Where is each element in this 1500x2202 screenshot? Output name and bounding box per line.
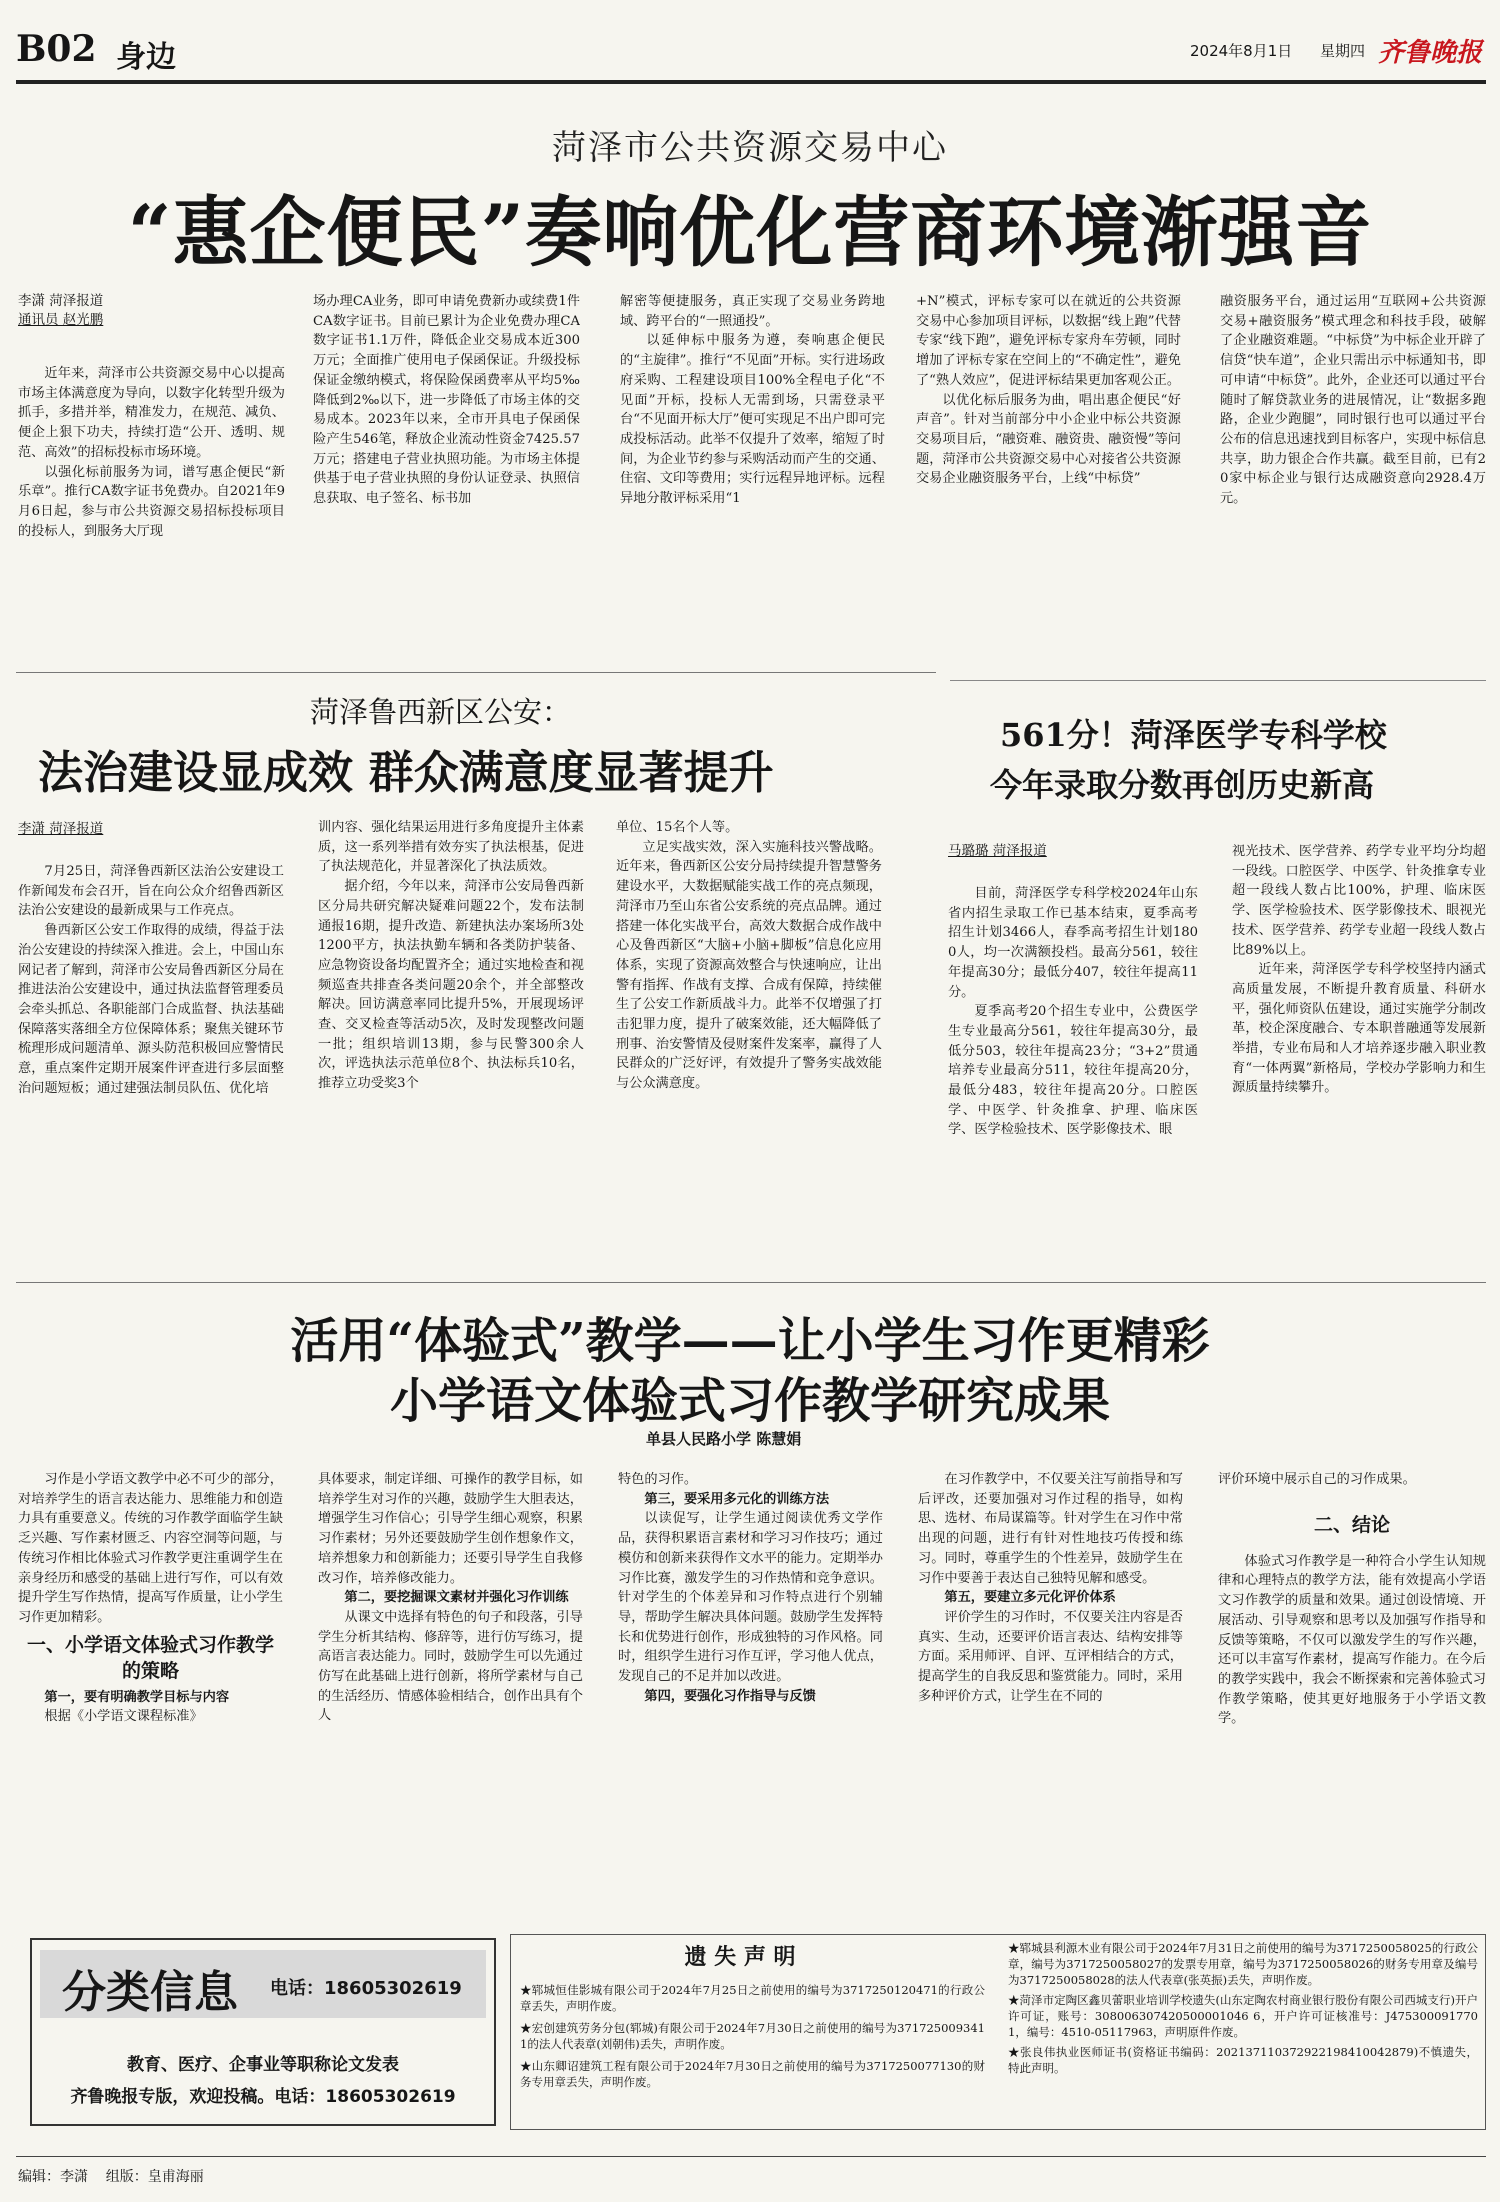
subheading-4: 第四，要强化习作指导与反馈	[644, 1688, 816, 1704]
article1-byline	[18, 292, 288, 330]
article2-col2: 训内容、强化结果运用进行多角度提升主体素质，这一系列举措有效夯实了执法根基，促进了执法规范化，并显著深化了执法质效。 据介绍，今年以来，菏泽市公安局鲁西新区分局共研究解决疑难问题22个，发布法制通报16期，提升改造、新建执法办案场所3处1200平方，执法执勤车辆和各类防护装备、应急物资设备均配置齐全；通过实地检查和视频巡查共排查各类问题20余个，并全部整改解决。回访满意率同比提升5%，开展现场评查、交叉检查等活动5次，及时发现整改问题一批；组织培训13期，参与民警300余人次，评选执法示范单位8个、执法标兵10名，推荐立功受奖3个	[318, 820, 584, 1092]
article1-col1: 近年来，菏泽市公共资源交易中心以提高市场主体满意度为导向，以数字化转型升级为抓手，多措并举，精准发力，在规范、减负、便企上狠下功夫，持续打造“公开、透明、规范、高效”的招标投标市场环境。 以强化标前服务为词，谱写惠企便民“新乐章”。推行CA数字证书免费办。自2021年9月6日起，参与市公共资源交易招标投标项目的投标人，到服务大厅现	[18, 366, 285, 539]
article2-title: 法治建设显成效 群众满意度显著提升	[38, 746, 774, 799]
notice-item: ★宏创建筑劳务分包(郓城)有限公司于2024年7月30日之前使用的编号为3717250093411的法人代表章(刘朝伟)丢失，声明作废。	[520, 2021, 985, 2051]
article2-col3: 单位、15名个人等。 立足实战实效，深入实施科技兴警战略。近年来，鲁西新区公安分局持续提升智慧警务建设水平，大数据赋能实战工作的亮点频现，菏泽市乃至山东省公安系统的亮点品牌。通过搭建一体化实战平台，高效大数据合成作战中心及鲁西新区“大脑+小脑+脚板”信息化应用体系，实现了资源高效整合与快速响应，让出警有指挥、作战有支撑、合成有保障，持续催生了公安工作新质战斗力。此举不仅增强了打击犯罪力度，提升了破案效能，还大幅降低了刑事、治安警情及侵财案件发案率，赢得了人民群众的广泛好评，有效提升了警务实战效能与公众满意度。	[616, 820, 882, 1092]
classified-title: 分类信息	[62, 1967, 238, 2018]
article1-col3: 解密等便捷服务，真正实现了交易业务跨地域、跨平台的“一照通投”。 以延伸标中服务为遵，奏响惠企便民的“主旋律”。推行“不见面”开标。实行进场政府采购、工程建设项目100%全程电子化“不见面”开标，投标人无需到场，只需登录平台“不见面开标大厅”便可实现足不出户即可完成投标活动。此举不仅提升了效率，缩短了时间，为企业节约参与采购活动而产生的交通、住宿、文印等费用；实行远程异地评标。远程异地分散评标采用“1	[620, 294, 885, 507]
article3-col2: 视光技术、医学营养、药学专业平均分均超一段线。口腔医学、中医学、针灸推拿专业超一段线人数占比100%，护理、临床医学、医学检验技术、医学影像技术、眼视光技术、医学营养、药学专业超一段线人数占比89%以上。 近年来，菏泽医学专科学校坚持内涵式高质量发展，不断提升教育质量、科研水平，强化师资队伍建设，通过实施学分制改革，校企深度融合、专本职普融通等发展新举措，专业布局和人才培养逐步融入职业教育“一体两翼”新格局，学校办学影响力和生源质量持续攀升。	[1232, 844, 1486, 1096]
subheading-1: 第一，要有明确教学目标与内容	[44, 1689, 230, 1705]
article4-col4: 在习作教学中，不仅要关注写前指导和写后评改，还要加强对习作过程的指导，如构思、选材、布局谋篇等。针对学生在习作中常出现的问题，进行有针对性地技巧传授和练习。同时，尊重学生的个性差异，鼓励学生在习作中要善于表达自己独特见解和感受。 第五，要建立多元化评价体系 评价学生的习作时，不仅要关注内容是否真实、生动，还要评价语言表达、结构安排等方面。采用师评、自评、互评相结合的方式，提高学生的自我反思和鉴赏能力。同时，采用多种评价方式，让学生在不同的	[918, 1472, 1183, 1704]
article4-title-line2: 小学语文体验式习作教学研究成果	[389, 1373, 1110, 1429]
notice-item: ★菏泽市定陶区鑫贝蕾职业培训学校遗失(山东定陶农村商业银行股份有限公司西城支行)开户许可证，账号：308006307420500001046 6，开户许可证核准号：J4753000917701，编号：4510-05117963，声明原件作废。	[1008, 1993, 1478, 2039]
subheading-3: 第三，要采用多元化的训练方法	[644, 1491, 830, 1507]
article3-col1: 目前，菏泽医学专科学校2024年山东省内招生录取工作已基本结束，夏季高考招生计划3466人，春季高考招生计划1800人，均一次满额投档。最高分561，较往年提高30分；最低分407，较往年提高11分。 夏季高考20个招生专业中，公费医学生专业最高分561，较往年提高30分，最低分503，较往年提高23分；“3+2”贯通培养专业最高分511，较往年提高20分，最低分483，较往年提高20分。口腔医学、中医学、针灸推拿、护理、临床医学、医学检验技术、医学影像技术、眼	[948, 886, 1198, 1138]
article2-col1: 7月25日，菏泽鲁西新区法治公安建设工作新闻发布会召开，旨在向公众介绍鲁西新区法治公安建设的最新成果与工作亮点。 鲁西新区公安工作取得的成绩，得益于法治公安建设的持续深入推进。会上，中国山东网记者了解到，菏泽市公安局鲁西新区分局在推进法治公安建设中，通过执法监督管理委员会牵头抓总、各职能部门合成监督、执法基础保障落实落细全方位保障体系；聚焦关键环节梳理形成问题清单、源头防范积极回应警情民意，重点案件定期开展案件评查进行多层面整治问题短板；通过建强法制员队伍、优化培	[18, 864, 284, 1096]
article3-title-line1: 561分！菏泽医学专科学校	[1000, 716, 1387, 754]
classified-line1: 教育、医疗、企事业等职称论文发表	[127, 2055, 399, 2075]
article3-byline: 马璐璐 菏泽报道	[948, 843, 1047, 859]
heading-conclusion: 二、结论	[1313, 1513, 1390, 1536]
notice-item: ★郓城县利源木业有限公司于2024年7月31日之前使用的编号为3717250058025的行政公章，编号为3717250058027的发票专用章，编号为3717250058026的财务专用章及编号为3717250058028的法人代表章(张英振)丢失，声明作废。	[1008, 1941, 1478, 1987]
lost-notices-title: 遗 失 声 明	[684, 1944, 796, 1970]
classified-phone: 电话：18605302619	[270, 1978, 462, 1999]
newspaper-logo: 齐鲁晚报	[1378, 38, 1483, 68]
notice-item: ★山东卿诏建筑工程有限公司于2024年7月30日之前使用的编号为3717250077130的财务专用章丢失，声明作废。	[520, 2059, 985, 2089]
divider-a1-a2	[16, 672, 936, 673]
article1-col4: +N”模式，评标专家可以在就近的公共资源交易中心参加项目评标，以数据“线上跑”代替专家“线下跑”，避免评标专家舟车劳顿，同时增加了评标专家在空间上的“不确定性”，避免了“熟人效应”，促进评标结果更加客观公正。 以优化标后服务为曲，唱出惠企便民“好声音”。针对当前部分中小企业中标公共资源交易项目后，“融资难、融资贵、融资慢”等问题，菏泽市公共资源交易中心对接省公共资源交易企业融资服务平台，上线“中标贷”	[916, 294, 1181, 487]
article3-title-line2: 今年录取分数再创历史新高	[990, 766, 1375, 804]
notice-item: ★郓城恒佳影城有限公司于2024年7月25日之前使用的编号为3717250120471的行政公章丢失，声明作废。	[520, 1983, 985, 2013]
header-rule	[16, 80, 1486, 84]
divider-a1-a3	[950, 680, 1486, 681]
article4-author: 单县人民路小学 陈慧娟	[646, 1430, 802, 1448]
article4-col3: 特色的习作。 第三，要采用多元化的训练方法 以读促写，让学生通过阅读优秀文学作品，获得积累语言素材和学习习作技巧；通过模仿和创新来获得作文水平的能力。定期举办习作比赛，激发学生的习作热情和竞争意识。针对学生的个体差异和习作特点进行个别辅导，帮助学生解决具体问题。鼓励学生发挥特长和优势进行创作，形成独特的习作风格。同时，组织学生进行习作互评，学习他人优点，发现自己的不足并加以改进。 第四，要强化习作指导与反馈	[618, 1470, 883, 1890]
byline-correspondent: 通讯员 赵光鹏	[18, 312, 104, 328]
footer-rule	[16, 2156, 1486, 2157]
notice-item: ★张良伟执业医师证书(资格证书编码：202137110372922198410042879)不慎遗失，特此声明。	[1008, 2045, 1478, 2075]
article1-col5: 融资服务平台，通过运用“互联网+公共资源交易+融资服务”模式理念和科技手段，破解了企业融资难题。“中标贷”为中标企业开辟了信贷“快车道”，企业只需出示中标通知书，即可申请“中标贷”。此外，企业还可以通过平台随时了解贷款业务的进展情况，让“数据多跑路，企业少跑腿”，同时银行也可以通过平台公布的信息迅速找到目标客户，实现中标信息共享，助力银企合作共赢。截至目前，已有20家中标企业与银行达成融资意向2928.4万元。	[1220, 294, 1486, 507]
byline-reporter: 李潇 菏泽报道	[18, 293, 104, 309]
issue-date: 2024年8月1日	[1190, 42, 1293, 60]
lost-notices-left	[520, 1982, 985, 2126]
subheading-2: 第二，要挖掘课文素材并强化习作训练	[344, 1590, 569, 1606]
footer-credits: 编辑：李潇 组版：皇甫海丽	[18, 2169, 204, 2185]
article2-kicker: 菏泽鲁西新区公安：	[310, 695, 572, 729]
heading-strategies: 一、小学语文体验式习作教学的策略	[26, 1633, 274, 1682]
article2-byline: 李潇 菏泽报道	[18, 821, 104, 837]
divider-a2-a4	[16, 1282, 1486, 1283]
classified-line2: 齐鲁晚报专版，欢迎投稿。电话：18605302619	[70, 2087, 456, 2107]
article1-col2: 场办理CA业务，即可申请免费新办或续费1件CA数字证书。目前已累计为企业免费办理CA数字证书1.1万件，降低企业交易成本近300万元；全面推广使用电子保函保证。升级投标保证金缴纳模式，将保险保函费率从平均5‰降低到2‰以下，进一步降低了市场主体的交易成本。2023年以来，全市开具电子保函保险产生546笔，释放企业流动性资金7425.57万元；搭建电子营业执照功能。为市场主体提供基于电子营业执照的身份认证登录、执照信息获取、电子签名、标书加	[313, 294, 580, 507]
article4-col2: 具体要求，制定详细、可操作的教学目标，如培养学生对习作的兴趣，鼓励学生大胆表达，增强学生习作信心；引导学生细心观察，积累习作素材；另外还要鼓励学生创作想象作文，培养想象力和创新能力；还要引导学生自我修改习作，培养修改能力。 第二，要挖掘课文素材并强化习作训练 从课文中选择有特色的句子和段落，引导学生分析其结构、修辞等，进行仿写练习，提高语言表达能力。同时，鼓励学生可以先通过仿写在此基础上进行创新，将所学素材与自己的生活经历、情感体验相结合，创作出具有个人	[318, 1472, 583, 1724]
page-number: B02	[16, 28, 97, 70]
subheading-5: 第五，要建立多元化评价体系	[944, 1590, 1116, 1606]
article4-title-line1: 活用“体验式”教学——让小学生习作更精彩	[290, 1313, 1210, 1369]
issue-weekday: 星期四	[1320, 42, 1366, 60]
lost-notices-right	[1008, 1940, 1478, 2126]
article1-title: “惠企便民”奏响优化营商环境渐强音	[127, 188, 1373, 277]
article4-col5: 评价环境中展示自己的习作成果。 二、结论 体验式习作教学是一种符合小学生认知规律和心理特点的教学方法，能有效提高小学语文习作教学的质量和效果。通过创设情境、开展活动、引导观察和思考以及加强写作指导和反馈等策略，不仅可以激发学生的写作兴趣，还可以丰富写作素材，提高写作能力。在今后的教学实践中，我会不断探索和完善体验式习作教学策略，使其更好地服务于小学语文教学。	[1218, 1472, 1486, 1727]
article4-col1: 习作是小学语文教学中必不可少的部分，对培养学生的语言表达能力、思维能力和创造力具有重要意义。传统的习作教学面临学生缺乏兴趣、写作素材匮乏、内容空洞等问题，与传统习作相比体验式习作教学更注重调学生在亲身经历和感受的基础上进行写作，可以有效提升学生写作热情，提高写作质量，让小学生习作更加精彩。 一、小学语文体验式习作教学的策略 第一，要有明确教学目标与内容 根据《小学语文课程标准》	[18, 1472, 283, 1725]
section-name: 身边	[116, 40, 176, 75]
article1-kicker: 菏泽市公共资源交易中心	[552, 128, 948, 168]
